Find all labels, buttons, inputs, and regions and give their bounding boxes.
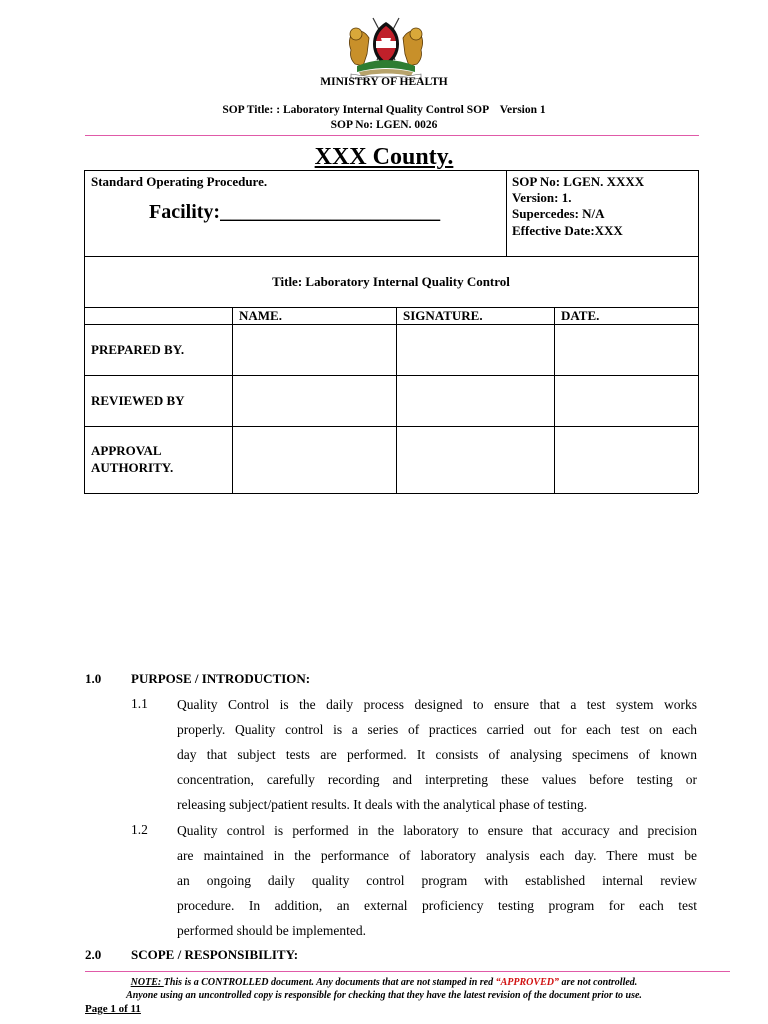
footer-note-line-2: Anyone using an uncontrolled copy is responsible for checking that they have the latest revision of the document prior to use. — [126, 990, 642, 1001]
page-number: Page 1 of 11 — [85, 1003, 141, 1015]
ministry-heading: MINISTRY OF HEALTH — [320, 76, 448, 88]
column-header-signature: SIGNATURE. — [403, 308, 483, 323]
row-label-approval: APPROVAL — [91, 443, 162, 458]
row-label-reviewed: REVIEWED BY — [91, 393, 185, 408]
meta-sop-no: SOP No: LGEN. XXXX — [512, 174, 645, 189]
para-1-2: Quality control is performed in the laboratory to ensure that accuracy and precision are maintained in the performance of laboratory analysis each day. There must be an ongoing daily quality control program with established internal review procedure. In addition, an external proficiency testing program for each test performed should be implemented. — [177, 823, 697, 938]
row-label-authority: AUTHORITY. — [91, 460, 174, 475]
section-1-title: PURPOSE / INTRODUCTION: — [131, 671, 311, 686]
footer-note-line-1: NOTE: This is a CONTROLLED document. Any documents that are not stamped in red “APPROVED” are not controlled. — [130, 977, 638, 988]
sop-label: Standard Operating Procedure. — [91, 174, 268, 189]
section-2-title: SCOPE / RESPONSIBILITY: — [131, 947, 299, 962]
meta-version: Version: 1. — [512, 190, 572, 205]
column-header-name: NAME. — [239, 308, 282, 323]
coat-of-arms-logo — [343, 14, 429, 80]
county-title: XXX County. — [314, 144, 454, 170]
footer-rule — [85, 971, 730, 972]
para-1-1-number: 1.1 — [131, 696, 148, 711]
sop-number-line: SOP No: LGEN. 0026 — [330, 119, 438, 131]
para-1-1: Quality Control is the daily process designed to ensure that a test system works properly. Quality control is a series of practices carried out for each test on each day that subject tests are performed. It consists of analysing specimens of known concentration, carefully recording and interpreting these values before testing or releasing subject/patient results. It deals with the analytical phase of testing. — [177, 697, 697, 812]
facility-field-label: Facility:______________________ — [149, 201, 441, 223]
section-1-number: 1.0 — [85, 671, 102, 686]
header-rule — [85, 135, 699, 136]
meta-effective-date: Effective Date:XXX — [512, 223, 623, 238]
form-title: Title: Laboratory Internal Quality Control — [272, 274, 510, 289]
section-2-number: 2.0 — [85, 947, 102, 962]
meta-supercedes: Supercedes: N/A — [512, 206, 605, 221]
para-1-2-number: 1.2 — [131, 822, 148, 837]
row-label-prepared: PREPARED BY. — [91, 342, 185, 357]
column-header-date: DATE. — [561, 308, 600, 323]
sop-title-line: SOP Title: : Laboratory Internal Quality Control SOP Version 1 — [222, 104, 546, 116]
